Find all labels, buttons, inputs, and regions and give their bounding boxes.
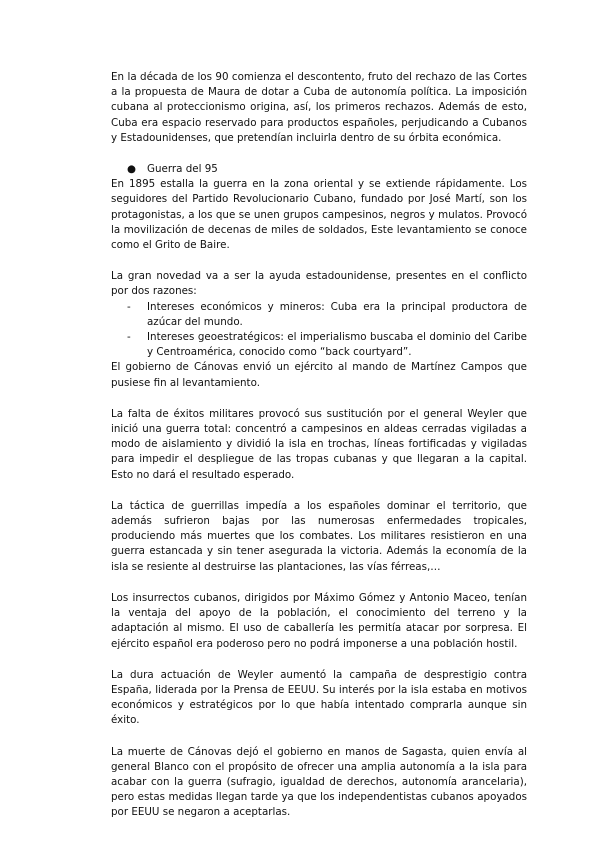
paragraph-gap <box>111 729 527 745</box>
bullet-dot-icon: ● <box>127 163 136 176</box>
dash-icon: - <box>127 331 131 344</box>
reason-text: Intereses económicos y mineros: Cuba era la principal productora de azúcar del mundo. <box>147 300 527 328</box>
paragraph-gap <box>111 253 527 269</box>
dash-icon: - <box>127 300 131 313</box>
list-item <box>111 300 527 330</box>
section-bullet-label: Guerra del 95 <box>147 163 218 176</box>
paragraph-gap <box>111 652 527 668</box>
list-item <box>111 330 527 360</box>
paragraph-guerrillas: La táctica de guerrillas impedía a los españoles dominar el territorio, que además sufrieron bajas por las numerosas enfermedades tropicales, produciendo más muertes que los combates. Los militares resistieron en una guerra estancada y sin tener asegurada la victoria. Además la economía de la isla se resiente al destruirse las plantaciones, las vías férreas,… <box>111 499 527 573</box>
paragraph-weyler: La falta de éxitos militares provocó sus sustitución por el general Weyler que inició una guerra total: concentró a campesinos en aldeas cerradas vigiladas a modo de aislamiento y dividió la isla en trochas, líneas fortificadas y vigiladas para impedir el despliegue de las tropas cubanas y que llegaran a la capital. Esto no dará el resultado esperado. <box>111 407 527 481</box>
paragraph-canovas-army: El gobierno de Cánovas envió un ejército al mando de Martínez Campos que pusiese fin al levantamiento. <box>111 361 527 389</box>
paragraph-gap <box>111 391 527 407</box>
paragraph-gap <box>111 483 527 499</box>
paragraph-gap <box>111 575 527 591</box>
paragraph-discontent: En la década de los 90 comienza el descontento, fruto del rechazo de las Cortes a la propuesta de Maura de dotar a Cuba de autonomía política. La imposición cubana al proteccionismo origina, así, los primeros rechazos. Además de esto, Cuba era espacio reservado para productos españoles, perjudicando a Cubanos y Estadounidenses, que pretendían incluirla dentro de su órbita económica. <box>111 71 527 144</box>
paragraph-sagasta: La muerte de Cánovas dejó el gobierno en manos de Sagasta, quien envía al general Blanco con el propósito de ofrecer una amplia autonomía a la isla para acabar con la guerra (sufragio, igualdad de derechos, autonomía arancelaria), pero estas medidas llegan tarde ya que los independentistas cubanos apoyados por EEUU se negaron a aceptarlas. <box>111 745 527 819</box>
paragraph-us-help: La gran novedad va a ser la ayuda estadounidense, presentes en el conflicto por dos razones: <box>111 270 527 298</box>
document-page <box>111 70 527 821</box>
reason-text: Intereses geoestratégicos: el imperialismo buscaba el dominio del Caribe y Centroamérica, conocido como “back courtyard”. <box>147 331 527 359</box>
section-bullet-war-95 <box>111 162 527 177</box>
paragraph-gap <box>111 146 527 162</box>
paragraph-insurgents: Los insurrectos cubanos, dirigidos por Máximo Gómez y Antonio Maceo, tenían la ventaja del apoyo de la población, el conocimiento del terreno y la adaptación al mismo. El uso de caballería les permitía atacar por sorpresa. El ejército español era poderoso pero no podrá imponerse a una población hostil. <box>111 591 527 650</box>
paragraph-war-outbreak: En 1895 estalla la guerra en la zona oriental y se extiende rápidamente. Los seguidores del Partido Revolucionario Cubano, fundado por José Martí, son los protagonistas, a los que se unen grupos campesinos, negros y mulatos. Provocó la movilización de decenas de miles de soldados, Este levantamiento se conoce como el Grito de Baire. <box>111 178 527 252</box>
reasons-list <box>111 300 527 361</box>
paragraph-press: La dura actuación de Weyler aumentó la campaña de desprestigio contra España, liderada por la Prensa de EEUU. Su interés por la isla estaba en motivos económicos y estratégicos por lo que había intentado comprarla aunque sin éxito. <box>111 668 527 727</box>
